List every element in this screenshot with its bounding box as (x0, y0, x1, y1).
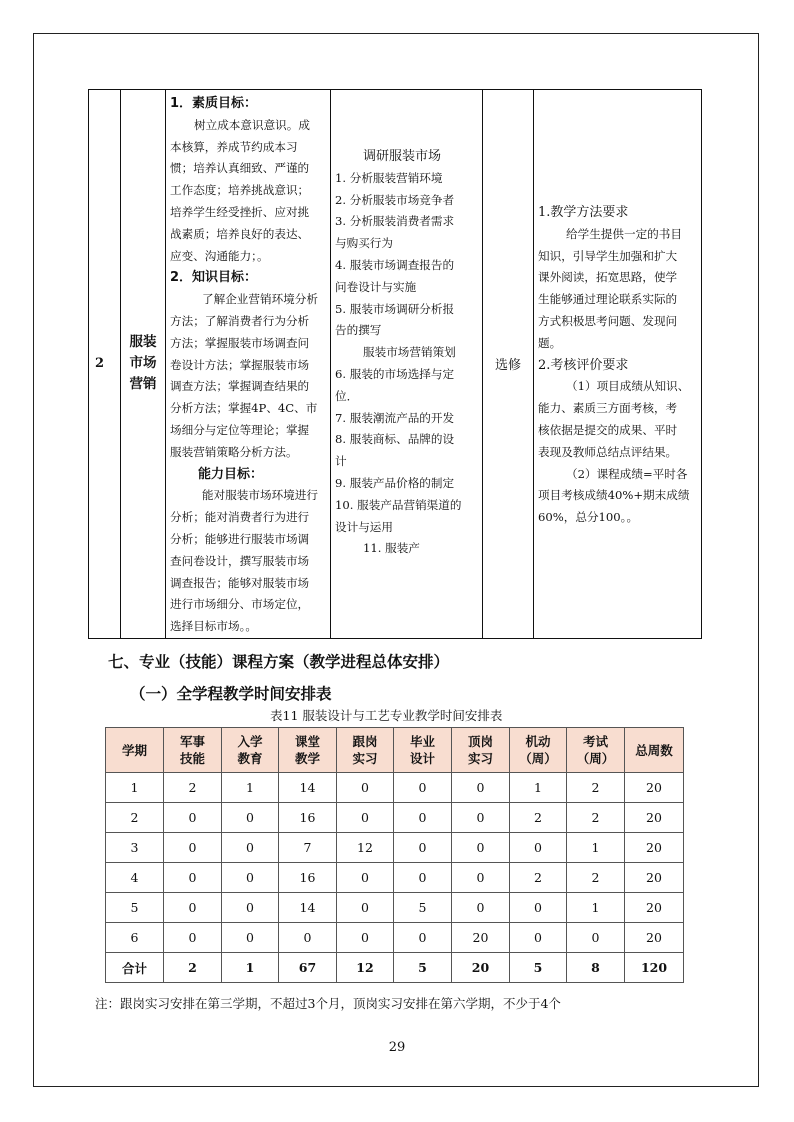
table-cell: 0 (452, 893, 510, 923)
table-cell: 0 (337, 803, 394, 833)
content-line: 2. 分析服装市场竞争者 (335, 192, 455, 207)
content-line: 告的撰写 (335, 323, 382, 338)
column-header (510, 728, 567, 773)
table-cell: 5 (106, 893, 164, 923)
table-cell: 0 (279, 923, 337, 953)
total-cell: 5 (394, 953, 452, 983)
table-cell: 0 (164, 893, 222, 923)
evaluation-line: （1）项目成绩从知识、 (566, 379, 690, 394)
course-type: 选修 (483, 90, 534, 639)
total-cell: 5 (510, 953, 567, 983)
schedule-table (105, 727, 684, 983)
content-line: 4. 服装市场调查报告的 (335, 257, 455, 272)
total-cell: 合计 (106, 953, 164, 983)
total-cell: 67 (279, 953, 337, 983)
table-cell: 1 (106, 773, 164, 803)
objectives-line: 调查方法；掌握调查结果的 (170, 379, 310, 394)
column-header-line: 机动 (525, 734, 551, 749)
objectives-line: 应变、沟通能力；。 (170, 248, 269, 263)
table-cell: 0 (222, 833, 279, 863)
column-header-line: 设计 (409, 751, 435, 766)
objectives-line: 战素质；培养良好的表达、 (170, 226, 310, 241)
table-caption: 表11 服装设计与工艺专业教学时间安排表 (270, 708, 503, 723)
evaluation-line: 知识，引导学生加强和扩大 (538, 248, 678, 263)
content-line: 6. 服装的市场选择与定 (335, 366, 455, 381)
table-cell: 0 (452, 773, 510, 803)
table-cell: 7 (279, 833, 337, 863)
total-cell: 12 (337, 953, 394, 983)
course-number: 2 (89, 90, 121, 639)
table-cell: 12 (337, 833, 394, 863)
column-header (222, 728, 279, 773)
column-header-line: （周） (576, 751, 615, 766)
column-header (394, 728, 452, 773)
table-cell: 3 (106, 833, 164, 863)
table-cell: 0 (337, 773, 394, 803)
course-name-line: 营销 (129, 376, 157, 393)
content-line: 8. 服装商标、品牌的设 (335, 432, 455, 447)
schedule-header-row (106, 728, 684, 773)
objectives-line: 工作态度；培养挑战意识； (170, 183, 310, 198)
evaluation-line: 方式积极思考问题、发现问 (538, 313, 678, 328)
table-cell: 20 (625, 923, 684, 953)
table-row (106, 803, 684, 833)
table-cell: 0 (452, 803, 510, 833)
course-name (121, 90, 166, 639)
table-cell: 0 (337, 923, 394, 953)
column-header-line: 入学 (237, 734, 263, 749)
table-cell: 0 (452, 833, 510, 863)
table-cell: 0 (164, 863, 222, 893)
table-cell: 20 (625, 833, 684, 863)
objectives-line: 培养学生经受挫折、应对挑 (170, 204, 310, 219)
table-cell: 0 (510, 833, 567, 863)
total-cell: 1 (222, 953, 279, 983)
table-row (106, 923, 684, 953)
content-line: 10. 服装产品营销渠道的 (335, 497, 462, 512)
content-line: 服装市场营销策划 (363, 345, 456, 360)
table-cell: 4 (106, 863, 164, 893)
objectives-line: 方法；掌握服装市场调查问 (170, 335, 310, 350)
table-row (106, 773, 684, 803)
evaluation-line: 题。 (538, 335, 562, 350)
course-content (331, 90, 483, 639)
table-cell: 0 (164, 803, 222, 833)
column-header (106, 728, 164, 773)
objectives-line: 1．素质目标： (170, 96, 258, 111)
table-cell: 16 (279, 803, 337, 833)
table-cell: 16 (279, 863, 337, 893)
section-title: 七、专业（技能）课程方案（教学进程总体安排） (108, 653, 450, 671)
column-header-line: 毕业 (409, 734, 435, 749)
total-cell: 8 (567, 953, 625, 983)
table-cell: 2 (567, 773, 625, 803)
column-header (279, 728, 337, 773)
total-cell: 20 (452, 953, 510, 983)
objectives-line: 方法；了解消费者行为分析 (170, 313, 310, 328)
column-header (337, 728, 394, 773)
table-cell: 0 (222, 893, 279, 923)
evaluation-line: 给学生提供一定的书目 (566, 226, 682, 241)
page-number: 29 (388, 1040, 406, 1055)
course-evaluation (534, 90, 702, 639)
objectives-line: 进行市场细分、市场定位， (170, 597, 310, 612)
table-row (106, 863, 684, 893)
content-line: 与购买行为 (335, 236, 393, 251)
content-line: 计 (335, 454, 347, 469)
table-cell: 2 (567, 863, 625, 893)
table-note: 注：跟岗实习安排在第三学期，不超过3个月，顶岗实习安排在第六学期，不少于4个 (95, 996, 561, 1011)
table-cell: 0 (222, 803, 279, 833)
content-line: 设计与运用 (335, 519, 393, 534)
content-line: 问卷设计与实施 (335, 279, 417, 294)
objectives-line: 能对服装市场环境进行 (202, 488, 318, 503)
table-cell: 0 (337, 863, 394, 893)
table-cell: 1 (222, 773, 279, 803)
content-line: 调研服装市场 (363, 149, 442, 164)
objectives-line: 选择目标市场。。 (170, 619, 257, 634)
evaluation-line: 2.考核评价要求 (538, 357, 629, 373)
column-header (625, 728, 684, 773)
table-cell: 0 (510, 893, 567, 923)
evaluation-line: （2）课程成绩=平时各 (566, 466, 688, 481)
evaluation-line: 课外阅读，拓宽思路，使学 (538, 270, 678, 285)
column-header (164, 728, 222, 773)
column-header-line: 跟岗 (352, 734, 378, 749)
table-cell: 2 (164, 773, 222, 803)
content-line: 7. 服装潮流产品的开发 (335, 410, 455, 425)
table-row (106, 833, 684, 863)
objectives-line: 卷设计方法；掌握服装市场 (170, 357, 310, 372)
table-cell: 14 (279, 893, 337, 923)
table-cell: 0 (510, 923, 567, 953)
course-table (88, 89, 702, 639)
table-cell: 0 (394, 833, 452, 863)
column-header-line: 课堂 (294, 734, 320, 749)
evaluation-line: 项目考核成绩40%+期末成绩 (538, 488, 690, 503)
objectives-line: 服装营销策略分析方法。 (170, 444, 298, 459)
objectives-line: 分析；能对消费者行为进行 (170, 510, 310, 525)
content-line: 1. 分析服装营销环境 (335, 170, 443, 185)
total-cell: 2 (164, 953, 222, 983)
evaluation-line: 核依据是提交的成果、平时 (538, 422, 678, 437)
table-cell: 0 (222, 863, 279, 893)
column-header (567, 728, 625, 773)
table-row (106, 893, 684, 923)
evaluation-line: 表现及教师总结点评结果。 (538, 444, 678, 459)
table-cell: 2 (106, 803, 164, 833)
course-name-line: 市场 (129, 355, 157, 372)
table-cell: 20 (452, 923, 510, 953)
table-cell: 14 (279, 773, 337, 803)
column-header-line: 技能 (179, 751, 205, 766)
column-header-line: 学期 (121, 742, 147, 758)
content-line: 9. 服装产品价格的制定 (335, 475, 455, 490)
column-header-line: 考试 (582, 734, 608, 749)
table-cell: 20 (625, 773, 684, 803)
objectives-line: 本核算，养成节约成本习 (170, 139, 298, 154)
table-cell: 0 (394, 923, 452, 953)
column-header-line: 实习 (352, 751, 378, 766)
course-name-line: 服装 (129, 334, 157, 351)
evaluation-line: 能力、素质三方面考核，考 (538, 401, 678, 416)
column-header-line: 总周数 (635, 742, 673, 758)
total-cell: 120 (625, 953, 684, 983)
objectives-line: 场细分与定位等理论；掌握 (170, 422, 310, 437)
objectives-line: 树立成本意识意识。成 (194, 117, 310, 132)
table-cell: 0 (164, 923, 222, 953)
table-cell: 0 (452, 863, 510, 893)
objectives-line: 能力目标： (198, 466, 264, 482)
course-objectives (166, 90, 331, 639)
column-header-line: 军事 (179, 734, 205, 749)
table-cell: 0 (567, 923, 625, 953)
table-cell: 0 (394, 863, 452, 893)
objectives-line: 了解企业营销环境分析 (202, 292, 318, 307)
table-cell: 0 (337, 893, 394, 923)
evaluation-line: 1.教学方法要求 (538, 205, 629, 220)
objectives-line: 惯；培养认真细致、严谨的 (170, 161, 310, 176)
column-header-line: 实习 (467, 751, 493, 766)
sub-title: （一）全学程教学时间安排表 (130, 685, 332, 703)
column-header-line: 教育 (237, 751, 263, 766)
objectives-line: 分析；能够进行服装市场调 (170, 531, 310, 546)
table-cell: 2 (567, 803, 625, 833)
content-line: 位． (335, 388, 359, 403)
table-cell: 1 (510, 773, 567, 803)
column-header (452, 728, 510, 773)
total-row (106, 953, 684, 983)
table-cell: 2 (510, 863, 567, 893)
table-cell: 6 (106, 923, 164, 953)
table-cell: 20 (625, 803, 684, 833)
column-header-line: 教学 (294, 751, 320, 766)
table-cell: 0 (164, 833, 222, 863)
evaluation-line: 60%，总分100。。 (538, 510, 639, 525)
objectives-line: 调查报告；能够对服装市场 (170, 575, 310, 590)
column-header-line: （周） (519, 751, 557, 766)
table-cell: 20 (625, 893, 684, 923)
content-line: 5. 服装市场调研分析报 (335, 301, 455, 316)
table-cell: 1 (567, 833, 625, 863)
table-cell: 0 (222, 923, 279, 953)
content-line: 11. 服装产 (363, 541, 420, 556)
table-cell: 5 (394, 893, 452, 923)
table-cell: 0 (394, 773, 452, 803)
column-header-line: 顶岗 (467, 734, 493, 749)
table-cell: 20 (625, 863, 684, 893)
objectives-line: 分析方法；掌握4P、4C、市 (170, 401, 318, 416)
content-line: 3. 分析服装消费者需求 (335, 214, 455, 229)
objectives-line: 查问卷设计，撰写服装市场 (170, 553, 310, 568)
objectives-line: 2．知识目标： (170, 270, 258, 286)
table-cell: 2 (510, 803, 567, 833)
table-cell: 0 (394, 803, 452, 833)
table-cell: 1 (567, 893, 625, 923)
evaluation-line: 生能够通过理论联系实际的 (538, 292, 678, 307)
